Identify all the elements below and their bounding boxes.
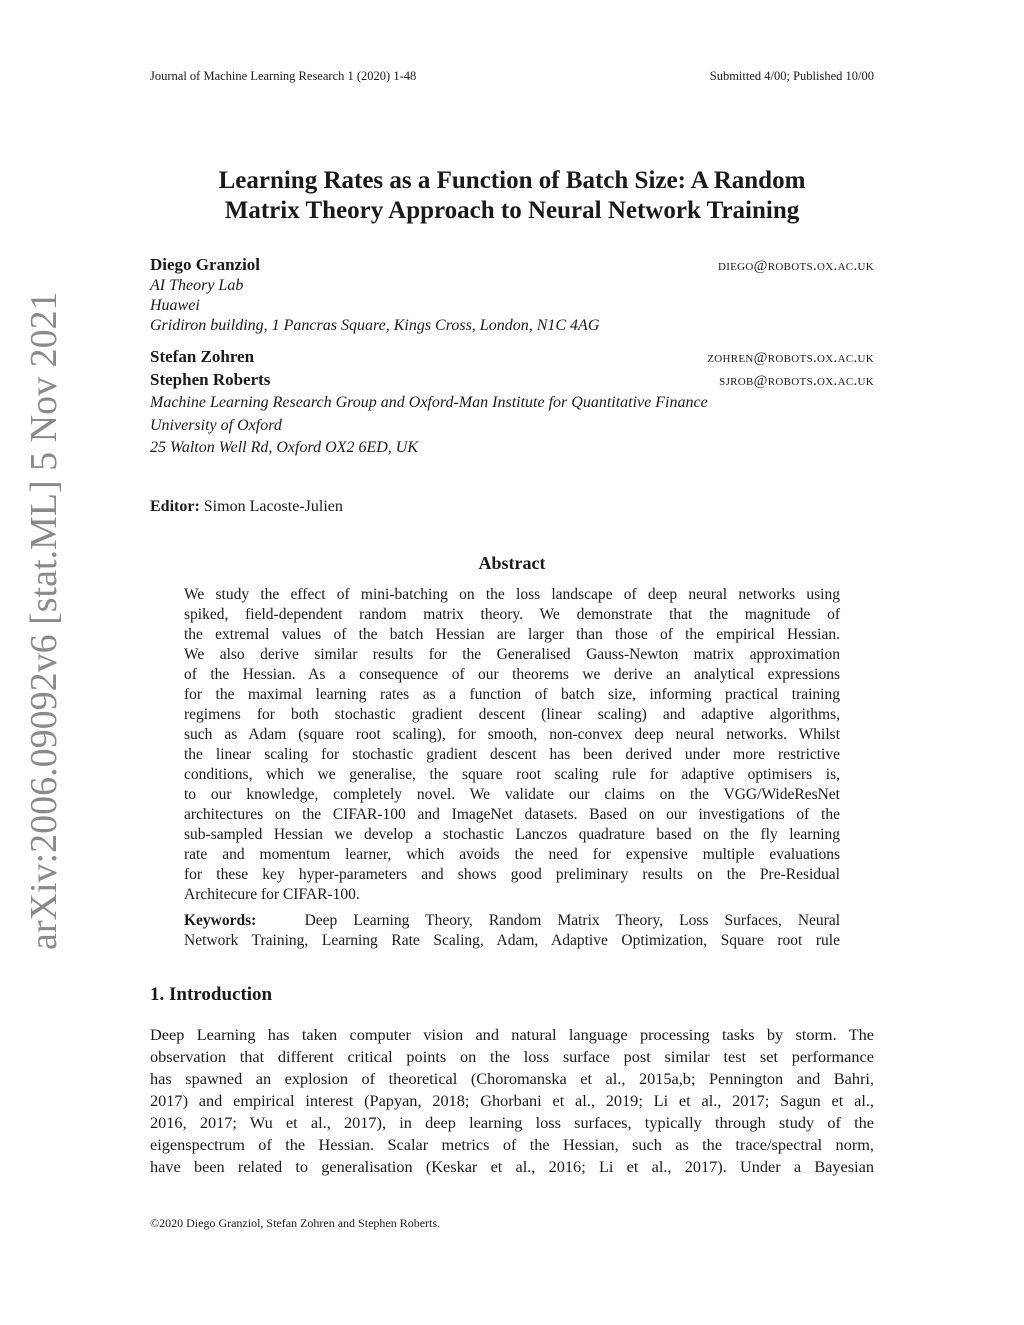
affiliation-1-line-2: Huawei [150, 297, 200, 314]
editor-name: Simon Lacoste-Julien [203, 498, 343, 515]
intro-line: have been related to generalisation (Keskar et al., 2016; Li et al., 2017). Under a Bayesian [150, 1157, 874, 1176]
arxiv-stamp: arXiv:2006.09092v6 [stat.ML] 5 Nov 2021 [23, 291, 65, 950]
affiliation-2-line-2: University of Oxford [150, 417, 282, 434]
affiliation-1-line-1: AI Theory Lab [150, 277, 244, 294]
author-email-3[interactable]: sjrob@robots.ox.ac.uk [719, 373, 874, 389]
intro-line: 2017) and empirical interest (Papyan, 2018; Ghorbani et al., 2019; Li et al., 2017; Sagun et al., [150, 1091, 874, 1110]
author-email-1[interactable]: diego@robots.ox.ac.uk [717, 258, 874, 274]
abstract-line: regimens for both stochastic gradient descent (linear scaling) and adaptive algorithms, [184, 706, 840, 723]
keywords-label: Keywords: [184, 912, 257, 929]
abstract-line: to our knowledge, completely novel. We validate our claims on the VGG/WideResNet [184, 786, 840, 803]
abstract-line: architectures on the CIFAR-100 and ImageNet datasets. Based on our investigations of the [184, 806, 840, 823]
abstract-line: conditions, which we generalise, the square root scaling rule for adaptive optimisers is, [184, 766, 840, 783]
abstract-line: of the Hessian. As a consequence of our theorems we derive an analytical expressions [184, 666, 840, 683]
section-heading-introduction: 1. Introduction [150, 984, 273, 1005]
abstract-line: rate and momentum learner, which avoids the need for expensive multiple evaluations [184, 846, 840, 863]
abstract-line: spiked, field-dependent random matrix theory. We demonstrate that the magnitude of [184, 606, 840, 623]
journal-header: Journal of Machine Learning Research 1 (2020) 1-48 [150, 69, 417, 83]
abstract-line: Architecure for CIFAR-100. [184, 886, 360, 903]
intro-line: has spawned an explosion of theoretical (Choromanska et al., 2015a,b; Pennington and Bahri, [150, 1069, 874, 1088]
keywords-line-1 [184, 911, 840, 931]
editor-label: Editor: [150, 498, 200, 515]
keywords-line-2: Network Training, Learning Rate Scaling, Adam, Adaptive Optimization, Square root rule [184, 932, 840, 949]
abstract-line: for these key hyper-parameters and shows good preliminary results on the Pre-Residual [184, 866, 840, 883]
title-line-1: Learning Rates as a Function of Batch Size: A Random [218, 167, 806, 194]
author-name-3: Stephen Roberts [150, 370, 271, 389]
copyright-notice: ©2020 Diego Granziol, Stefan Zohren and Stephen Roberts. [150, 1216, 441, 1230]
paper-title [150, 166, 874, 226]
keywords-text-1: Deep Learning Theory, Random Matrix Theory, Loss Surfaces, Neural [304, 912, 841, 929]
abstract-body [184, 585, 840, 905]
author-name-2: Stefan Zohren [150, 347, 255, 366]
abstract-line: the linear scaling for stochastic gradient descent has been derived under more restrictive [184, 746, 840, 763]
abstract-line: We also derive similar results for the Generalised Gauss-Newton matrix approximation [184, 646, 840, 663]
title-line-2: Matrix Theory Approach to Neural Network Training [224, 197, 800, 224]
keywords [184, 911, 840, 951]
author-name-1: Diego Granziol [150, 255, 261, 274]
intro-line: Deep Learning has taken computer vision and natural language processing tasks by storm. The [150, 1025, 874, 1044]
submission-dates: Submitted 4/00; Published 10/00 [709, 69, 874, 83]
abstract-line: such as Adam (square root scaling), for smooth, non-convex deep neural networks. Whilst [184, 726, 840, 743]
affiliation-1-line-3: Gridiron building, 1 Pancras Square, Kings Cross, London, N1C 4AG [150, 317, 600, 334]
abstract-heading: Abstract [478, 553, 546, 573]
intro-line: eigenspectrum of the Hessian. Scalar metrics of the Hessian, such as the trace/spectral norm, [150, 1135, 874, 1154]
affiliation-2-line-1: Machine Learning Research Group and Oxford-Man Institute for Quantitative Finance [150, 394, 708, 411]
editor-line [150, 498, 343, 516]
abstract-line: We study the effect of mini-batching on the loss landscape of deep neural networks using [184, 586, 840, 603]
intro-line: observation that different critical points on the loss surface post similar test set performance [150, 1047, 874, 1066]
abstract-line: for the maximal learning rates as a function of batch size, informing practical training [184, 686, 840, 703]
abstract-line: sub-sampled Hessian we develop a stochastic Lanczos quadrature based on the fly learning [184, 826, 840, 843]
abstract-line: the extremal values of the batch Hessian are larger than those of the empirical Hessian. [184, 626, 840, 643]
intro-line: 2016, 2017; Wu et al., 2017), in deep learning loss surfaces, typically through study of the [150, 1113, 874, 1132]
author-email-2[interactable]: zohren@robots.ox.ac.uk [707, 350, 874, 366]
affiliation-2-line-3: 25 Walton Well Rd, Oxford OX2 6ED, UK [150, 439, 418, 456]
introduction-body [150, 1024, 874, 1178]
